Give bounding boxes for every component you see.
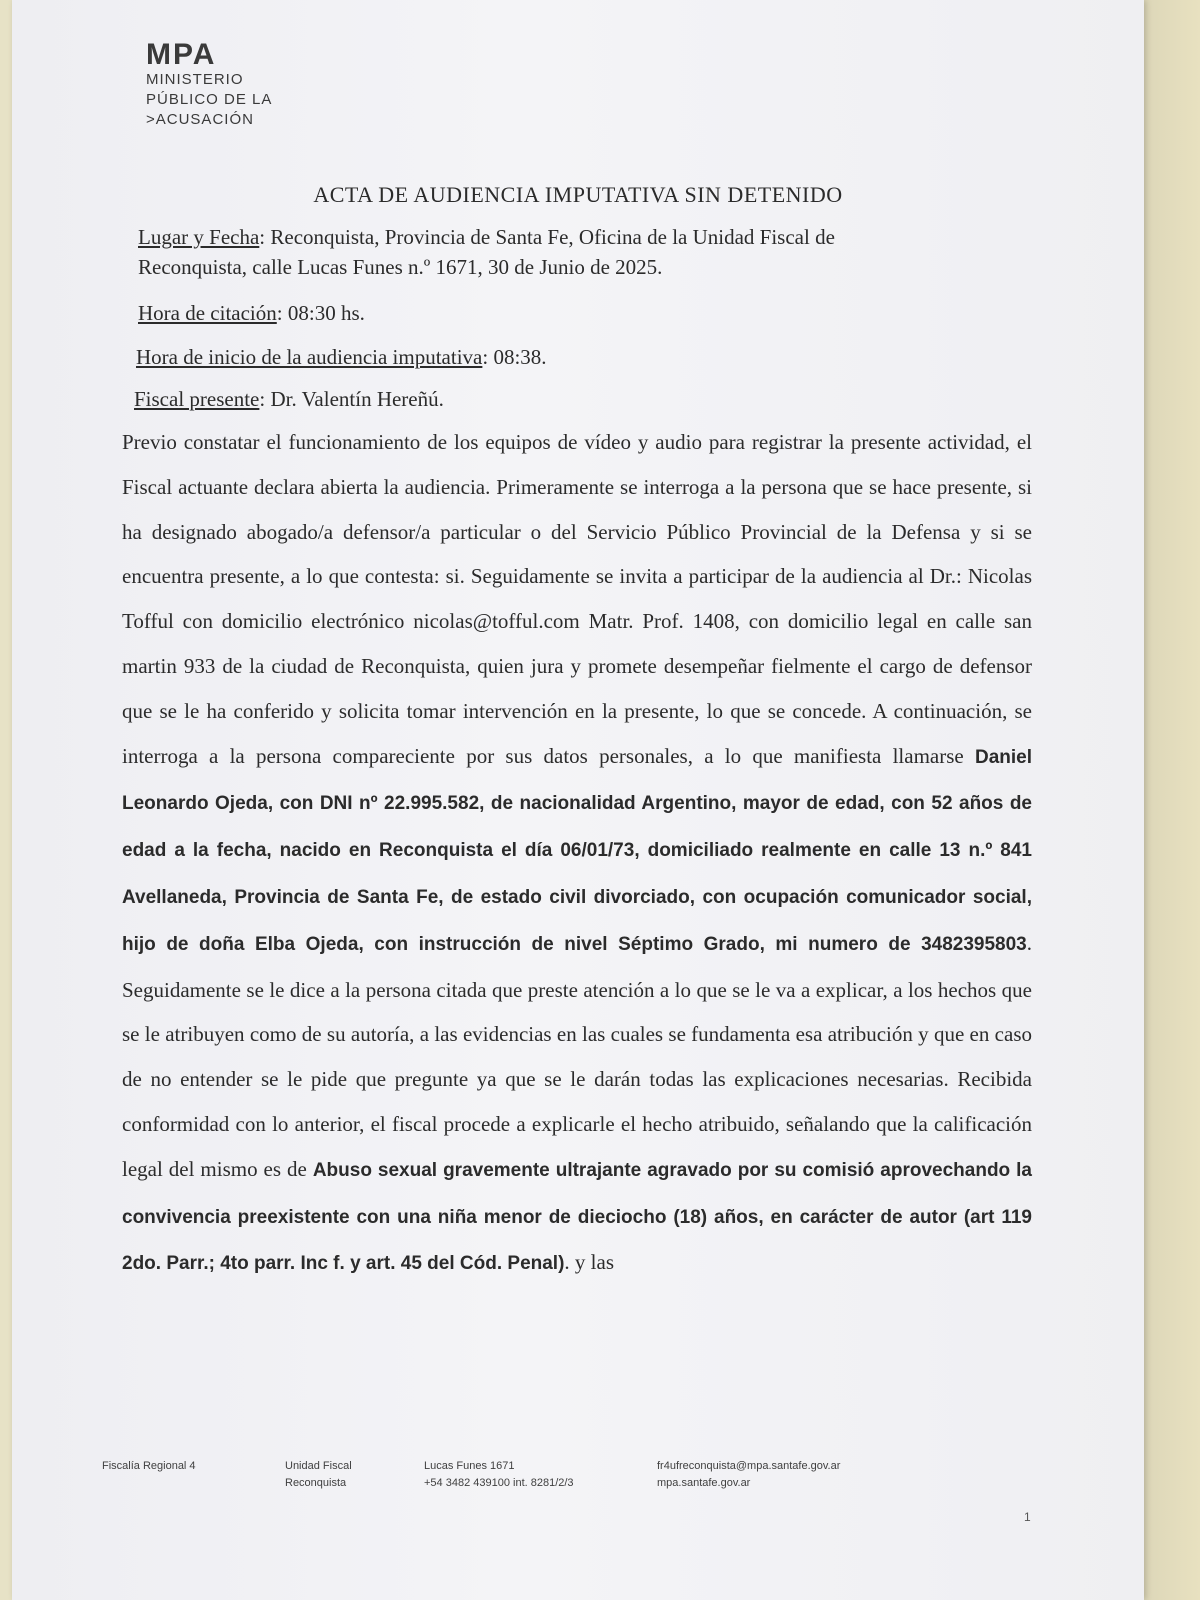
logo-mark: MPA <box>146 38 217 71</box>
lugar-fecha-value-2: Reconquista, calle Lucas Funes n.º 1671, 30 de Junio de 2025. <box>138 255 663 279</box>
hora-inicio-label: Hora de inicio de la audiencia imputativa <box>136 345 483 369</box>
hora-citacion-label: Hora de citación <box>138 301 277 325</box>
hora-inicio-value: : 08:38. <box>482 345 547 369</box>
page-number: 1 <box>1024 1510 1031 1524</box>
body-paragraph-intro: Previo constatar el funcionamiento de los equipos de vídeo y audio para registrar la presente actividad, el Fiscal actuante declara abierta la audiencia. Primeramente se interroga a la persona que se hace presente, si ha designado abogado/a defensor/a particular o del Servicio Público Provincial de la Defensa y si se encuentra presente, a lo que contesta: si. Seguidamente se invita a participar de la audiencia al Dr.: Nicolas Tofful con domicilio electrónico nicolas@tofful.com Matr. Prof. 1408, con domicilio legal en calle san martin 933 de la ciudad de Reconquista, quien jura y promete desempeñar fielmente el cargo de defensor que se le ha conferido y solicita tomar intervención en la presente, lo que se concede. A continuación, se interroga a la persona compareciente por sus datos personales, a lo que manifiesta llamarse <box>122 430 1032 768</box>
document-page <box>12 0 1144 1600</box>
lugar-fecha-label: Lugar y Fecha <box>138 225 260 249</box>
footer-website: mpa.santafe.gov.ar <box>657 1477 751 1489</box>
hora-inicio-field <box>136 342 547 372</box>
document-title: ACTA DE AUDIENCIA IMPUTATIVA SIN DETENIDO <box>313 182 843 207</box>
fiscal-label: Fiscal presente <box>134 387 260 411</box>
mpa-logo <box>146 40 272 130</box>
footer-contact <box>657 1458 840 1492</box>
footer-unidad-line1: Unidad Fiscal <box>285 1460 352 1472</box>
fiscal-value: : Dr. Valentín Hereñú. <box>259 387 444 411</box>
footer-phone: +54 3482 439100 int. 8281/2/3 <box>424 1477 574 1489</box>
fiscal-field <box>134 384 444 414</box>
footer-unidad-line2: Reconquista <box>285 1477 347 1489</box>
desk-surface-right <box>1140 0 1200 1600</box>
hora-citacion-field <box>138 298 365 328</box>
hora-citacion-value: : 08:30 hs. <box>276 301 365 325</box>
logo-line-1: MINISTERIO <box>146 71 244 88</box>
logo-line-2: PÚBLICO DE LA <box>146 91 273 108</box>
footer-address-line1: Lucas Funes 1671 <box>424 1460 515 1472</box>
body-paragraph-explanation: . Seguidamente se le dice a la persona citada que preste atención a lo que se le va a explicar, a los hechos que se le atribuyen como de su autoría, a las evidencias en las cuales se fundamenta esa atribución y que en caso de no entender se le pide que pregunte ya que se le darán todas las explicaciones necesarias. Recibida conformidad con lo anterior, el fiscal procede a explicarle el hecho atribuido, señalando que la calificación legal del mismo es de <box>122 930 1032 1181</box>
footer-fiscalia-text: Fiscalía Regional 4 <box>102 1460 196 1472</box>
lugar-fecha-value-1: : Reconquista, Provincia de Santa Fe, Oficina de la Unidad Fiscal de <box>259 225 835 249</box>
body-legal-qualification: Abuso sexual gravemente ultrajante agravado por su comisió aprovechando la convivencia preexistente con una niña menor de dieciocho (18) años, en carácter de autor (art 119 2do. Parr.; 4to parr. Inc f. y art. 45 del Cód. Penal) <box>122 1159 1032 1275</box>
logo-line-3: >ACUSACIÓN <box>146 111 254 128</box>
footer-fiscalia <box>102 1458 196 1475</box>
footer-unidad <box>285 1458 352 1492</box>
body-personal-data: Daniel Leonardo Ojeda, con DNI nº 22.995.582, de nacionalidad Argentino, mayor de edad, con 52 años de edad a la fecha, nacido en Reconquista el día 06/01/73, domiciliado realmente en calle 13 n.º 841 Avellaneda, Provincia de Santa Fe, de estado civil divorciado, con ocupación comunicador social, hijo de doña Elba Ojeda, con instrucción de nivel Séptimo Grado, mi numero de 3482395803 <box>122 746 1032 955</box>
footer-address <box>424 1458 574 1492</box>
footer-email: fr4ufreconquista@mpa.santafe.gov.ar <box>657 1460 841 1472</box>
acta-body <box>122 420 1032 1287</box>
lugar-fecha-field <box>138 222 1038 282</box>
body-paragraph-tail: . y las <box>564 1250 614 1275</box>
